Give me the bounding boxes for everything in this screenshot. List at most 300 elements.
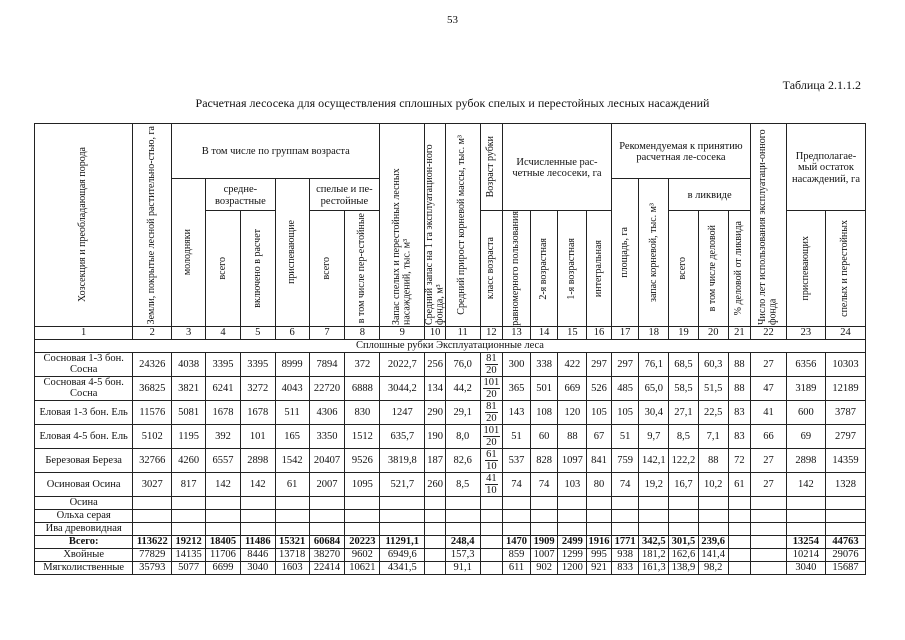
cell-c20: 7,1 — [698, 424, 728, 448]
column-number: 16 — [587, 326, 612, 339]
cell-c3: 5077 — [172, 561, 206, 574]
cell-c13: 143 — [503, 400, 531, 424]
cell-c14: 501 — [530, 376, 558, 400]
cell-c15: 2499 — [558, 535, 587, 548]
cell-c19: 58,5 — [669, 376, 699, 400]
hdr-hozsection: Хозсекция и преобладающая порода — [35, 124, 133, 327]
cell-c18: 142,1 — [639, 448, 669, 472]
empty-cell — [172, 509, 206, 522]
cell-c10: 256 — [425, 352, 445, 376]
cell-c24: 15687 — [825, 561, 865, 574]
column-number: 8 — [345, 326, 380, 339]
cell-c14: 74 — [530, 472, 558, 496]
hdr-first-age: 1-я возрастная — [558, 211, 587, 327]
cell-c6: 13718 — [275, 548, 309, 561]
empty-cell — [587, 522, 612, 535]
empty-cell — [611, 496, 639, 509]
cell-c9: 2022,7 — [380, 352, 425, 376]
cell-c20: 22,5 — [698, 400, 728, 424]
empty-cell — [825, 509, 865, 522]
cell-c9: 3819,8 — [380, 448, 425, 472]
column-number: 4 — [206, 326, 241, 339]
hdr-remaining: Предполагае-мый остаток насаждений, га — [786, 124, 865, 211]
cell-c23: 13254 — [786, 535, 825, 548]
empty-cell — [503, 496, 531, 509]
cell-c4: 11706 — [206, 548, 241, 561]
cell-c13: 611 — [503, 561, 531, 574]
hdr-avg-growth: Средний прирост корневой массы, тыс. м³ — [445, 124, 480, 327]
empty-cell — [275, 522, 309, 535]
empty-cell — [380, 509, 425, 522]
empty-cell — [345, 509, 380, 522]
empty-cell — [275, 496, 309, 509]
empty-cell — [530, 522, 558, 535]
hdr-business-pct: % деловой от ликвида — [728, 211, 751, 327]
empty-cell — [751, 522, 787, 535]
cell-c23: 3189 — [786, 376, 825, 400]
empty-cell — [445, 496, 480, 509]
cell-c13: 51 — [503, 424, 531, 448]
cell-c4: 6557 — [206, 448, 241, 472]
cell-c5: 3040 — [240, 561, 275, 574]
cell-c15: 422 — [558, 352, 587, 376]
cell-c17: 1771 — [611, 535, 639, 548]
table-row-empty — [35, 522, 866, 535]
empty-cell — [611, 522, 639, 535]
hdr-cut-age: Возраст рубки — [480, 124, 503, 211]
cell-c9: 6949,6 — [380, 548, 425, 561]
empty-cell — [425, 509, 445, 522]
cell-c2: 35793 — [133, 561, 172, 574]
cell-c10 — [425, 535, 445, 548]
cell-c18: 181,2 — [639, 548, 669, 561]
cell-c24: 3787 — [825, 400, 865, 424]
cell-c18: 65,0 — [639, 376, 669, 400]
hdr-middle-total: всего — [206, 211, 241, 327]
cell-c17: 833 — [611, 561, 639, 574]
table-row — [35, 424, 866, 448]
table-row — [35, 548, 866, 561]
hdr-recommended: Рекомендуемая к принятию расчетная ле-сосека — [611, 124, 750, 179]
hdr-ripe-overmature: в том числе пер-естойные — [345, 211, 380, 327]
cell-c12 — [480, 561, 503, 574]
empty-cell — [825, 496, 865, 509]
cell-c11: 8,5 — [445, 472, 480, 496]
cell-c3: 4038 — [172, 352, 206, 376]
cell-c16: 297 — [587, 352, 612, 376]
cell-c24: 44763 — [825, 535, 865, 548]
section-row — [35, 339, 866, 352]
cell-c10: 290 — [425, 400, 445, 424]
cut-age-cell — [480, 424, 503, 448]
cell-c14: 1007 — [530, 548, 558, 561]
cell-c2: 3027 — [133, 472, 172, 496]
empty-cell — [786, 496, 825, 509]
cell-c3: 4260 — [172, 448, 206, 472]
cell-c14: 60 — [530, 424, 558, 448]
empty-cell — [133, 522, 172, 535]
cell-c2: 113622 — [133, 535, 172, 548]
cell-c5: 8446 — [240, 548, 275, 561]
hdr-middle-included: включено в расчет — [240, 211, 275, 327]
cell-c17: 759 — [611, 448, 639, 472]
cut-age-years: 101 — [483, 424, 500, 436]
cell-c5: 3395 — [240, 352, 275, 376]
column-number: 1 — [35, 326, 133, 339]
cell-c10: 190 — [425, 424, 445, 448]
cell-c8: 20223 — [345, 535, 380, 548]
empty-cell — [669, 522, 699, 535]
hdr-ripe-stock: Запас спелых и перестойных лесных насаждений, тыс. м³ — [380, 124, 425, 327]
row-name: Ива древовидная — [35, 522, 133, 535]
cell-c18: 19,2 — [639, 472, 669, 496]
row-name: Сосновая 4-5 бон. Сосна — [35, 376, 133, 400]
cell-c19: 162,6 — [669, 548, 699, 561]
column-number: 2 — [133, 326, 172, 339]
empty-cell — [309, 496, 345, 509]
empty-cell — [240, 522, 275, 535]
cell-c24: 2797 — [825, 424, 865, 448]
column-number: 9 — [380, 326, 425, 339]
cell-c10 — [425, 561, 445, 574]
cut-age-class: 20 — [486, 388, 497, 400]
cell-c23: 69 — [786, 424, 825, 448]
cell-c7: 7894 — [309, 352, 345, 376]
section-title: Сплошные рубки Эксплуатационные леса — [35, 339, 866, 352]
empty-cell — [786, 509, 825, 522]
cell-c2: 5102 — [133, 424, 172, 448]
cell-c2: 24326 — [133, 352, 172, 376]
cell-c8: 6888 — [345, 376, 380, 400]
cell-c21 — [728, 561, 751, 574]
cell-c8: 9602 — [345, 548, 380, 561]
empty-cell — [240, 509, 275, 522]
cell-c2: 32766 — [133, 448, 172, 472]
cell-c19: 27,1 — [669, 400, 699, 424]
cut-age-cell — [480, 376, 503, 400]
column-numbers-row — [35, 326, 866, 339]
table-row — [35, 535, 866, 548]
cut-age-years: 81 — [486, 400, 497, 412]
hdr-age-groups: В том числе по группам возраста — [172, 124, 380, 179]
table-caption: Расчетная лесосека для осуществления сплошных рубок спелых и перестойных лесных насаждений — [195, 96, 710, 110]
cell-c2: 77829 — [133, 548, 172, 561]
column-number: 21 — [728, 326, 751, 339]
hdr-ripe-total: всего — [309, 211, 345, 327]
cell-c18: 76,1 — [639, 352, 669, 376]
cell-c15: 120 — [558, 400, 587, 424]
hdr-rest-ripening: приспевающих — [786, 211, 825, 327]
cut-age-class: 20 — [486, 364, 497, 376]
table-number: Таблица 2.1.1.2 — [782, 78, 861, 92]
cell-c15: 669 — [558, 376, 587, 400]
cell-c21 — [728, 535, 751, 548]
empty-cell — [380, 522, 425, 535]
cell-c22 — [751, 561, 787, 574]
cell-c7: 60684 — [309, 535, 345, 548]
empty-cell — [503, 509, 531, 522]
empty-cell — [172, 522, 206, 535]
empty-cell — [587, 509, 612, 522]
cell-c14: 338 — [530, 352, 558, 376]
cell-c18: 342,5 — [639, 535, 669, 548]
empty-cell — [240, 496, 275, 509]
cell-c21 — [728, 548, 751, 561]
cell-c19: 138,9 — [669, 561, 699, 574]
cell-c22: 27 — [751, 352, 787, 376]
row-name: Хвойные — [35, 548, 133, 561]
cut-age-class: 20 — [486, 436, 497, 448]
cell-c10: 260 — [425, 472, 445, 496]
empty-cell — [669, 509, 699, 522]
cut-age-cell — [480, 400, 503, 424]
empty-cell — [698, 509, 728, 522]
cell-c16: 1916 — [588, 536, 610, 548]
row-name: Сосновая 1-3 бон. Сосна — [35, 352, 133, 376]
cell-c15: 1299 — [558, 548, 587, 561]
column-number: 3 — [172, 326, 206, 339]
cell-c14: 108 — [530, 400, 558, 424]
cell-c24: 12189 — [825, 376, 865, 400]
column-number: 18 — [639, 326, 669, 339]
cell-c16: 526 — [587, 376, 612, 400]
cell-c17: 74 — [611, 472, 639, 496]
cell-c24: 29076 — [825, 548, 865, 561]
table-row — [35, 448, 866, 472]
cell-c16: 841 — [587, 448, 612, 472]
column-number: 11 — [445, 326, 480, 339]
hdr-avg-stock: Средний запас на 1 га эксплуатацион-ного фонда, м³ — [425, 124, 445, 327]
cell-c13: 859 — [503, 548, 531, 561]
cell-c12 — [480, 535, 503, 548]
cell-c22: 27 — [751, 448, 787, 472]
empty-cell — [480, 522, 503, 535]
cell-c13: 365 — [503, 376, 531, 400]
cell-c7: 22414 — [309, 561, 345, 574]
row-name: Всего: — [35, 535, 133, 548]
cut-age-class: 20 — [486, 412, 497, 424]
cell-c19: 301,5 — [669, 535, 699, 548]
cell-c10 — [425, 548, 445, 561]
cell-c22: 27 — [751, 472, 787, 496]
cell-c17: 297 — [611, 352, 639, 376]
cell-c11: 8,0 — [445, 424, 480, 448]
cut-age-years: 41 — [486, 472, 497, 484]
empty-cell — [669, 496, 699, 509]
empty-cell — [172, 496, 206, 509]
cell-c8: 830 — [345, 400, 380, 424]
empty-cell — [530, 496, 558, 509]
cell-c5: 101 — [240, 424, 275, 448]
empty-cell — [530, 509, 558, 522]
cell-c5: 3272 — [240, 376, 275, 400]
cell-c23: 3040 — [786, 561, 825, 574]
table-row — [35, 561, 866, 574]
forest-cut-table — [34, 123, 866, 575]
empty-cell — [380, 496, 425, 509]
empty-cell — [698, 522, 728, 535]
cell-c6: 1603 — [275, 561, 309, 574]
cell-c20: 51,5 — [698, 376, 728, 400]
empty-cell — [133, 509, 172, 522]
cell-c21: 88 — [728, 376, 751, 400]
cell-c21: 88 — [728, 352, 751, 376]
cut-age-cell — [480, 448, 503, 472]
hdr-root-stock: запас корневой, тыс. м³ — [639, 179, 669, 327]
cell-c22 — [751, 548, 787, 561]
row-name: Березовая Береза — [35, 448, 133, 472]
cell-c19: 8,5 — [669, 424, 699, 448]
empty-cell — [309, 522, 345, 535]
cell-c12 — [480, 548, 503, 561]
cell-c13: 300 — [503, 352, 531, 376]
column-number: 10 — [425, 326, 445, 339]
cell-c6: 61 — [275, 472, 309, 496]
cell-c6: 15321 — [275, 535, 309, 548]
empty-cell — [698, 496, 728, 509]
cell-c11: 157,3 — [445, 548, 480, 561]
empty-cell — [425, 522, 445, 535]
hdr-ripening: приспевающие — [275, 179, 309, 327]
cell-c13: 1470 — [503, 535, 531, 548]
cell-c22: 47 — [751, 376, 787, 400]
column-number: 17 — [611, 326, 639, 339]
table-row-empty — [35, 509, 866, 522]
cell-c4: 3395 — [206, 352, 241, 376]
column-number: 23 — [786, 326, 825, 339]
empty-cell — [639, 522, 669, 535]
cell-c19: 16,7 — [669, 472, 699, 496]
column-number: 5 — [240, 326, 275, 339]
empty-cell — [445, 509, 480, 522]
hdr-business-wood: в том числе деловой — [698, 211, 728, 327]
table-row — [35, 376, 866, 400]
cell-c23: 142 — [786, 472, 825, 496]
cell-c4: 6241 — [206, 376, 241, 400]
hdr-ripe-over: спелые и пе-рестойные — [309, 179, 380, 211]
empty-cell — [611, 509, 639, 522]
cell-c5: 142 — [240, 472, 275, 496]
empty-cell — [728, 509, 751, 522]
cell-c11: 29,1 — [445, 400, 480, 424]
empty-cell — [558, 496, 587, 509]
cell-c22 — [751, 535, 787, 548]
cell-c6: 4043 — [275, 376, 309, 400]
cell-c11: 44,2 — [445, 376, 480, 400]
cell-c6: 511 — [275, 400, 309, 424]
cell-c20: 141,4 — [698, 548, 728, 561]
cell-c23: 10214 — [786, 548, 825, 561]
column-number: 22 — [751, 326, 787, 339]
hdr-forested-land: Земли, покрытые лесной растительно-стью, га — [133, 124, 172, 327]
cell-c20: 60,3 — [698, 352, 728, 376]
cell-c23: 6356 — [786, 352, 825, 376]
empty-cell — [345, 496, 380, 509]
cell-c9: 11291,1 — [380, 535, 425, 548]
cell-c24: 1328 — [825, 472, 865, 496]
column-number: 19 — [669, 326, 699, 339]
cell-c7: 4306 — [309, 400, 345, 424]
column-number: 7 — [309, 326, 345, 339]
hdr-rest-ripe: спелых и перестойных — [825, 211, 865, 327]
cell-c15: 1200 — [558, 561, 587, 574]
empty-cell — [558, 522, 587, 535]
cell-c20: 88 — [698, 448, 728, 472]
cell-c7: 38270 — [309, 548, 345, 561]
hdr-age-class: класс возраста — [480, 211, 503, 327]
table-row — [35, 352, 866, 376]
cell-c24: 10303 — [825, 352, 865, 376]
cell-c7: 2007 — [309, 472, 345, 496]
empty-cell — [728, 522, 751, 535]
cell-c10: 134 — [425, 376, 445, 400]
empty-cell — [503, 522, 531, 535]
cell-c6: 1542 — [275, 448, 309, 472]
table-row — [35, 472, 866, 496]
cell-c7: 3350 — [309, 424, 345, 448]
hdr-area: площадь, га — [611, 179, 639, 327]
cell-c4: 142 — [206, 472, 241, 496]
cell-c3: 3821 — [172, 376, 206, 400]
hdr-calc-cuts: Исчисленные рас-четные лесосеки, га — [503, 124, 612, 211]
empty-cell — [275, 509, 309, 522]
cell-c18: 30,4 — [639, 400, 669, 424]
cell-c3: 5081 — [172, 400, 206, 424]
row-name: Мягколиственные — [35, 561, 133, 574]
hdr-integral: интегральная — [587, 211, 612, 327]
cut-age-class: 10 — [486, 460, 497, 472]
empty-cell — [480, 496, 503, 509]
empty-cell — [206, 496, 241, 509]
hdr-second-age: 2-я возрастная — [530, 211, 558, 327]
empty-cell — [639, 509, 669, 522]
cell-c18: 9,7 — [639, 424, 669, 448]
cell-c8: 1512 — [345, 424, 380, 448]
cell-c23: 600 — [786, 400, 825, 424]
cell-c3: 1195 — [172, 424, 206, 448]
cell-c11: 82,6 — [445, 448, 480, 472]
row-name: Осиновая Осина — [35, 472, 133, 496]
empty-cell — [480, 509, 503, 522]
cell-c5: 11486 — [240, 535, 275, 548]
cell-c8: 10621 — [345, 561, 380, 574]
cell-c23: 2898 — [786, 448, 825, 472]
empty-cell — [309, 509, 345, 522]
cell-c9: 635,7 — [380, 424, 425, 448]
cell-c16: 105 — [587, 400, 612, 424]
row-name: Еловая 4-5 бон. Ель — [35, 424, 133, 448]
empty-cell — [133, 496, 172, 509]
cell-c8: 9526 — [345, 448, 380, 472]
hdr-young: молодняки — [172, 179, 206, 327]
column-number: 13 — [503, 326, 531, 339]
cell-c4: 18405 — [206, 535, 241, 548]
cell-c22: 41 — [751, 400, 787, 424]
empty-cell — [587, 496, 612, 509]
hdr-middle-aged: средне-возрастные — [206, 179, 276, 211]
cell-c3: 817 — [172, 472, 206, 496]
cell-c15: 103 — [558, 472, 587, 496]
cell-c14: 1909 — [530, 535, 558, 548]
cut-age-class: 10 — [486, 484, 497, 496]
cell-c14: 828 — [530, 448, 558, 472]
cell-c22: 66 — [751, 424, 787, 448]
cell-c17: 51 — [611, 424, 639, 448]
column-number: 6 — [275, 326, 309, 339]
cell-c3: 14135 — [172, 548, 206, 561]
cell-c11: 91,1 — [445, 561, 480, 574]
cell-c8: 1095 — [345, 472, 380, 496]
